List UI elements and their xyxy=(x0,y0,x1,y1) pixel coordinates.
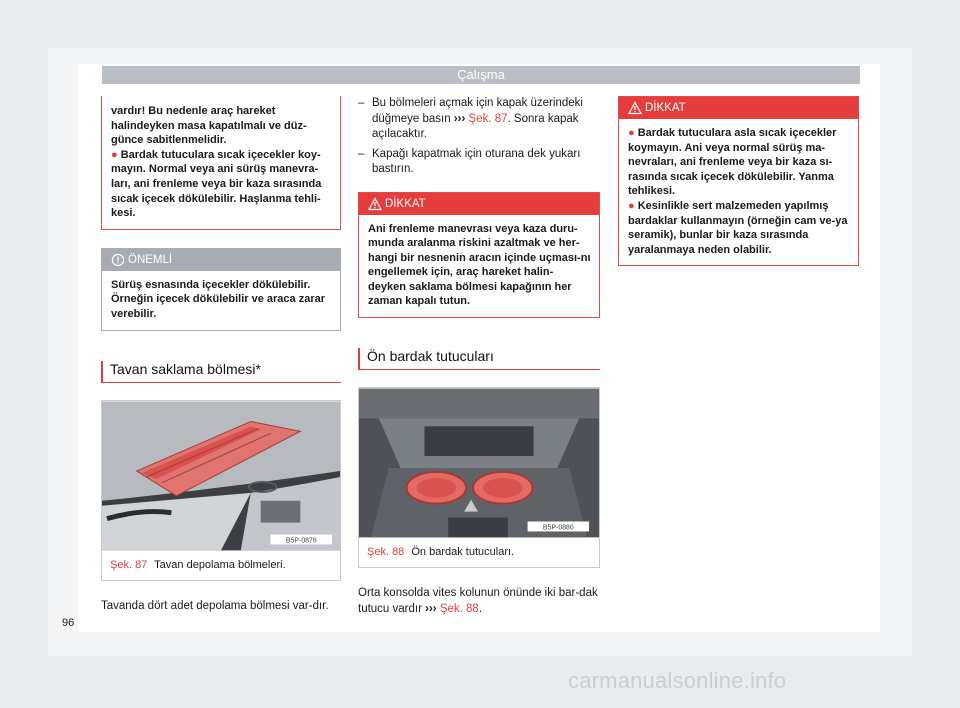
notice-box xyxy=(101,248,341,331)
info-circle-icon xyxy=(111,253,125,267)
warning-bullet-item xyxy=(628,199,850,257)
warning-triangle-icon xyxy=(628,101,642,115)
dash-marker: – xyxy=(358,97,365,109)
bullet-icon: ● xyxy=(628,199,635,212)
section-title-cup-holders: Ön bardak tutucuları xyxy=(358,348,600,370)
warning-triangle-icon xyxy=(368,197,382,211)
step-item-close xyxy=(358,147,600,178)
figure-label: Şek. 88 xyxy=(367,546,405,559)
column-left xyxy=(101,96,341,614)
section-title-roof-storage: Tavan saklama bölmesi* xyxy=(101,361,341,383)
dash-marker: – xyxy=(358,147,365,160)
notice-title: ÖNEMLİ xyxy=(128,253,173,266)
warning-title: DİKKAT xyxy=(645,102,686,114)
chapter-header: Çalışma xyxy=(102,66,860,84)
page-number: 96 xyxy=(62,617,75,629)
step-item-open xyxy=(358,96,600,143)
paragraph-roof-storage: Tavanda dört adet depolama bölmesi var-dır. xyxy=(101,599,329,612)
figure-cup-holders xyxy=(358,387,600,568)
paragraph-cup-holders xyxy=(358,586,600,617)
figure-reference-link[interactable]: Şek. 87 xyxy=(468,112,508,125)
warning-bullet-item xyxy=(628,126,850,199)
warning-bullet-text: Bardak tutuculara sıcak içecekler koy-mayın. Normal veya ani sürüş manevra-ları, ani frenleme veya bir kaza sırasında sıcak içecek dökülebilir. Haşlanma tehli-kesi. xyxy=(111,148,322,220)
warning-box xyxy=(618,96,859,266)
column-middle xyxy=(358,96,600,617)
figure-code: B5P-0880 xyxy=(542,524,574,532)
warning-header xyxy=(619,97,858,119)
figure-roof-storage xyxy=(101,400,341,581)
step-text: Bu bölmeleri açmak için kapak üzerindeki düğmeye basın xyxy=(372,97,583,125)
warning-bullet-text: Kesinlikle sert malzemeden yapılmış bardaklar kullanmayın (örneğin cam ve-ya seramik), bunlar bir kaza sırasında yaralanmaya neden olabilir. xyxy=(628,199,848,256)
figure-reference-link[interactable]: Şek. 88 xyxy=(439,602,479,615)
figure-caption xyxy=(359,538,599,567)
figure-caption-text: Tavan depolama bölmeleri. xyxy=(154,558,286,571)
figure-code: B5P-0876 xyxy=(285,536,317,544)
ref-arrow-icon: ››› xyxy=(453,112,466,125)
warning-text: Ani frenleme manevrası veya kaza duru-munda aralanma riskini azaltmak ve her-hangi bir nesnenin aracın içinde uçması-nı engellemek için, araç hareket halin-deyken saklama bölmesi kapağının her zaman kapalı tutun. xyxy=(368,222,591,308)
warning-box-continued xyxy=(101,96,341,230)
ref-arrow-icon: ››› xyxy=(425,602,437,615)
warning-title: DİKKAT xyxy=(385,197,426,210)
figure-label: Şek. 87 xyxy=(110,558,148,571)
warning-bullet-item xyxy=(111,148,332,221)
paragraph-text: Orta konsolda vites kolunun önünde iki bar-dak tutucu vardır xyxy=(358,587,598,615)
warning-header xyxy=(359,193,599,215)
step-text: Kapağı kapatmak için oturana dek yukarı bastırın. xyxy=(372,147,581,175)
warning-content xyxy=(619,119,858,265)
warning-text: vardır! Bu nedenle araç hareket halindeyken masa kapatılmalı ve düz-günce sabitlenmelidir. xyxy=(111,105,307,147)
paragraph-tail: . xyxy=(478,602,483,615)
notice-header xyxy=(102,249,340,271)
warning-box xyxy=(358,192,600,319)
cup-holder-illustration xyxy=(359,388,599,538)
bullet-icon: ● xyxy=(111,148,118,161)
roof-storage-illustration xyxy=(102,401,340,551)
warning-bullet-text: Bardak tutuculara asla sıcak içecekler koymayın. Ani veya normal sürüş ma-nevraları, ani frenleme veya bir kaza sı-rasında sıcak içecek dökülebilir. Yanma tehlikesi. xyxy=(628,127,837,198)
step-text-tail: . Sonra kapak açılacaktır. xyxy=(372,112,579,140)
figure-caption xyxy=(102,551,340,580)
bullet-icon: ● xyxy=(628,127,635,139)
column-right xyxy=(618,96,859,266)
figure-caption-text: Ön bardak tutucuları. xyxy=(411,546,515,559)
notice-text: Sürüş esnasında içecekler dökülebilir. Örneğin içecek dökülebilir ve araca zarar verebilir. xyxy=(111,278,325,320)
watermark: carmanualsonline.info xyxy=(568,668,787,693)
